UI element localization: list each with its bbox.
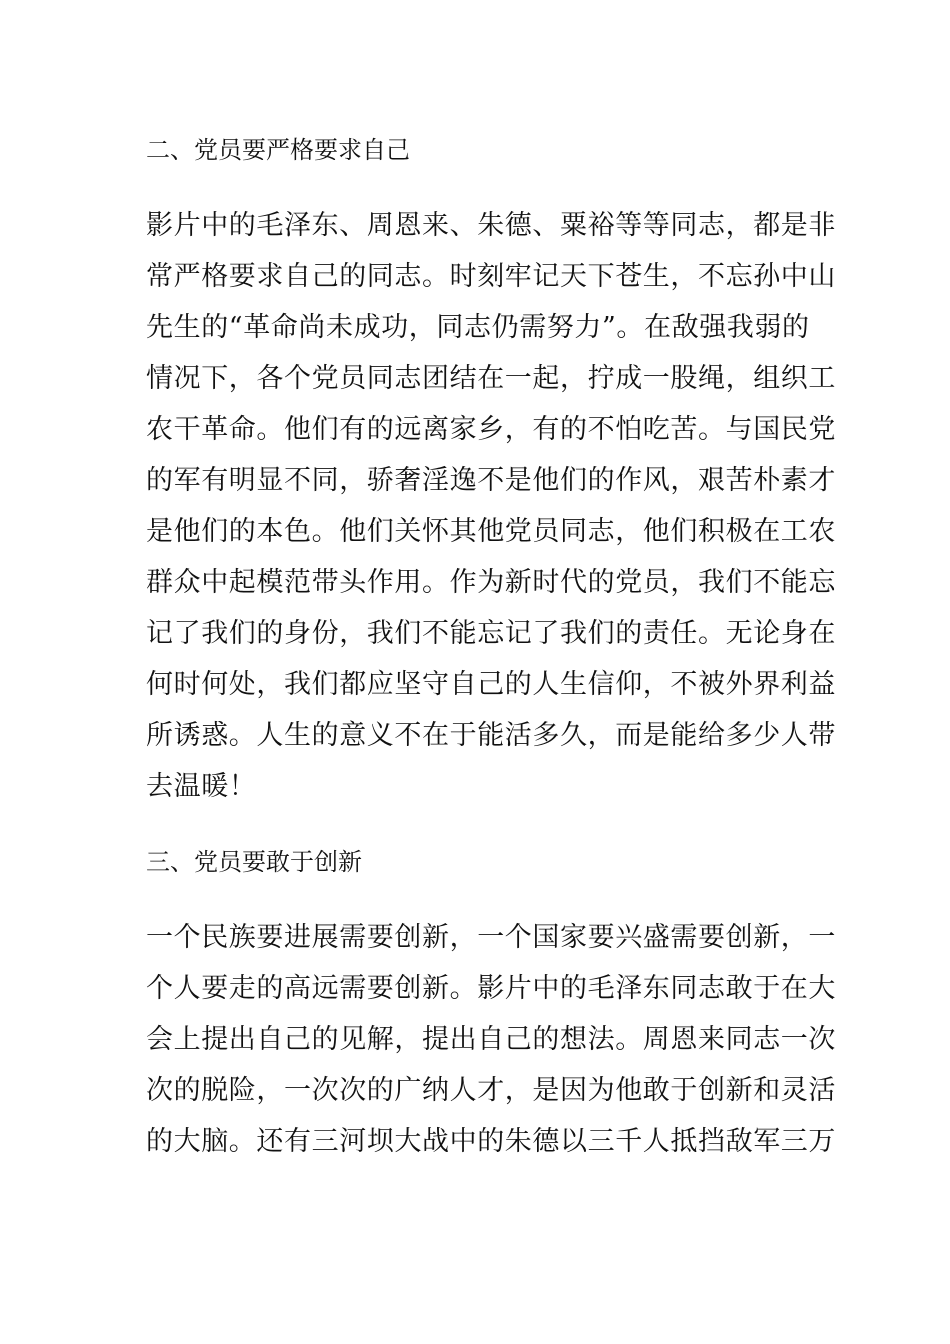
paragraph-line: 农干革命。他们有的远离家乡，有的不怕吃苦。与国民党: [146, 414, 836, 445]
section-paragraph-2: [146, 200, 836, 812]
paragraph-line: 情况下，各个党员同志团结在一起，拧成一股绳，组织工: [146, 363, 836, 394]
section-heading-2: 二、党员要严格要求自己: [146, 136, 410, 164]
paragraph-line: 的大脑。还有三河坝大战中的朱德以三千人抵挡敌军三万: [146, 1126, 836, 1157]
section-heading-3: 三、党员要敢于创新: [146, 848, 362, 876]
paragraph-line: 先生的“革命尚未成功，同志仍需努力”。在敌强我弱的: [146, 312, 810, 343]
document-body: [146, 118, 836, 1167]
spacer: [146, 894, 812, 912]
paragraph-line: 常严格要求自己的同志。时刻牢记天下苍生，不忘孙中山: [146, 261, 836, 292]
paragraph-line: 去温暖！: [146, 771, 257, 802]
paragraph-line: 所诱惑。人生的意义不在于能活多久，而是能给多少人带: [146, 720, 836, 751]
paragraph-line: 的军有明显不同，骄奢淫逸不是他们的作风，艰苦朴素才: [146, 465, 836, 496]
paragraph-line: 会上提出自己的见解，提出自己的想法。周恩来同志一次: [146, 1024, 836, 1055]
paragraph-line: 影片中的毛泽东、周恩来、朱德、粟裕等等同志，都是非: [146, 210, 836, 241]
paragraph-line: 群众中起模范带头作用。作为新时代的党员，我们不能忘: [146, 567, 836, 598]
spacer: [146, 812, 812, 830]
paragraph-line: 次的脱险，一次次的广纳人才，是因为他敢于创新和灵活: [146, 1075, 836, 1106]
paragraph-line: 个人要走的高远需要创新。影片中的毛泽东同志敢于在大: [146, 973, 836, 1004]
paragraph-line: 何时何处，我们都应坚守自己的人生信仰，不被外界利益: [146, 669, 836, 700]
paragraph-line: 一个民族要进展需要创新，一个国家要兴盛需要创新，一: [146, 922, 836, 953]
spacer: [146, 182, 812, 200]
section-paragraph-3: [146, 912, 836, 1167]
paragraph-line: 是他们的本色。他们关怀其他党员同志，他们积极在工农: [146, 516, 836, 547]
paragraph-line: 记了我们的身份，我们不能忘记了我们的责任。无论身在: [146, 618, 836, 649]
